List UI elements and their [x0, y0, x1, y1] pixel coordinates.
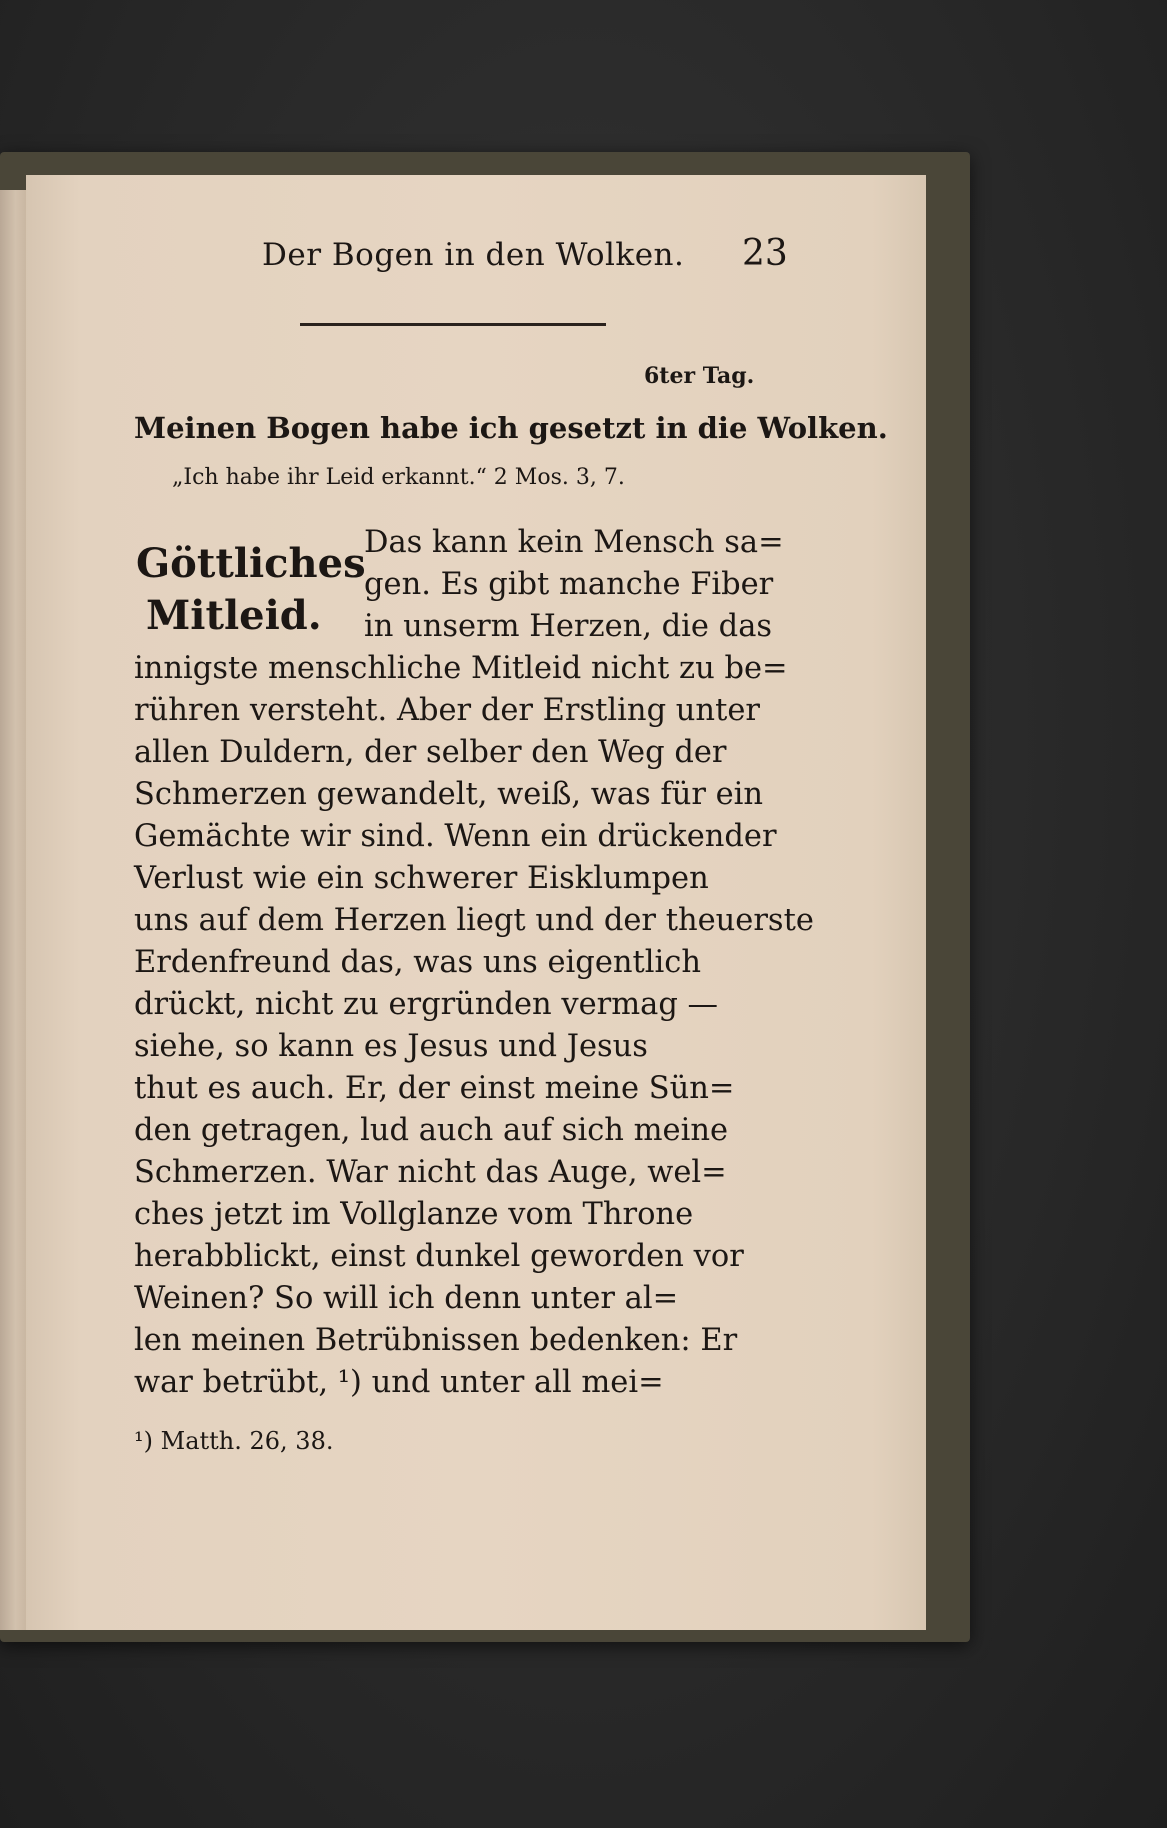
section-title-line: Mitleid. [146, 592, 322, 639]
body-text-line: den getragen, lud auch auf sich meine [134, 1113, 729, 1148]
body-text-line: Weinen? So will ich denn unter al= [134, 1281, 679, 1316]
body-text-line: Schmerzen. War nicht das Auge, wel= [134, 1155, 727, 1190]
section-title [136, 538, 366, 642]
body-text-line: allen Duldern, der selber den Weg der [134, 735, 727, 770]
body-text-line: herabblickt, einst dunkel geworden vor [134, 1239, 744, 1274]
body-text-line: Gemächte wir sind. Wenn ein drückender [134, 819, 777, 854]
body-text-line: Erdenfreund das, was uns eigentlich [134, 945, 702, 980]
body-text-line: thut es auch. Er, der einst meine Sün= [134, 1071, 735, 1106]
day-label: 6ter Tag. [644, 363, 755, 389]
body-text-line: siehe, so kann es Jesus und Jesus [134, 1029, 648, 1064]
book-page [26, 175, 926, 1630]
body-text-line: in unserm Herzen, die das [364, 609, 773, 644]
motto-verse: Meinen Bogen habe ich gesetzt in die Wolken. [134, 411, 888, 445]
body-text-line: len meinen Betrübnissen bedenken: Er [134, 1323, 738, 1358]
body-text-line: ches jetzt im Vollglanze vom Throne [134, 1197, 694, 1232]
footnote: ¹) Matth. 26, 38. [134, 1427, 334, 1455]
running-head: Der Bogen in den Wolken. [262, 237, 685, 273]
body-text-line: gen. Es gibt manche Fiber [364, 567, 774, 602]
body-text-line: uns auf dem Herzen liegt und der theuerste [134, 903, 814, 938]
section-title-line: Göttliches [136, 540, 366, 587]
page-edges [0, 190, 27, 1630]
body-text-line: drückt, nicht zu ergründen vermag — [134, 987, 719, 1022]
scripture-reference: „Ich habe ihr Leid erkannt.“ 2 Mos. 3, 7. [172, 465, 625, 490]
page-number: 23 [742, 233, 788, 274]
header-rule [300, 323, 606, 326]
body-text-line: innigste menschliche Mitleid nicht zu be= [134, 651, 788, 686]
body-text-line: Verlust wie ein schwerer Eisklumpen [134, 861, 709, 896]
body-text-line: war betrübt, ¹) und unter all mei= [134, 1365, 664, 1400]
body-text-line: Schmerzen gewandelt, weiß, was für ein [134, 777, 764, 812]
body-text-line: Das kann kein Mensch sa= [364, 525, 784, 560]
body-text-line: rühren versteht. Aber der Erstling unter [134, 693, 760, 728]
